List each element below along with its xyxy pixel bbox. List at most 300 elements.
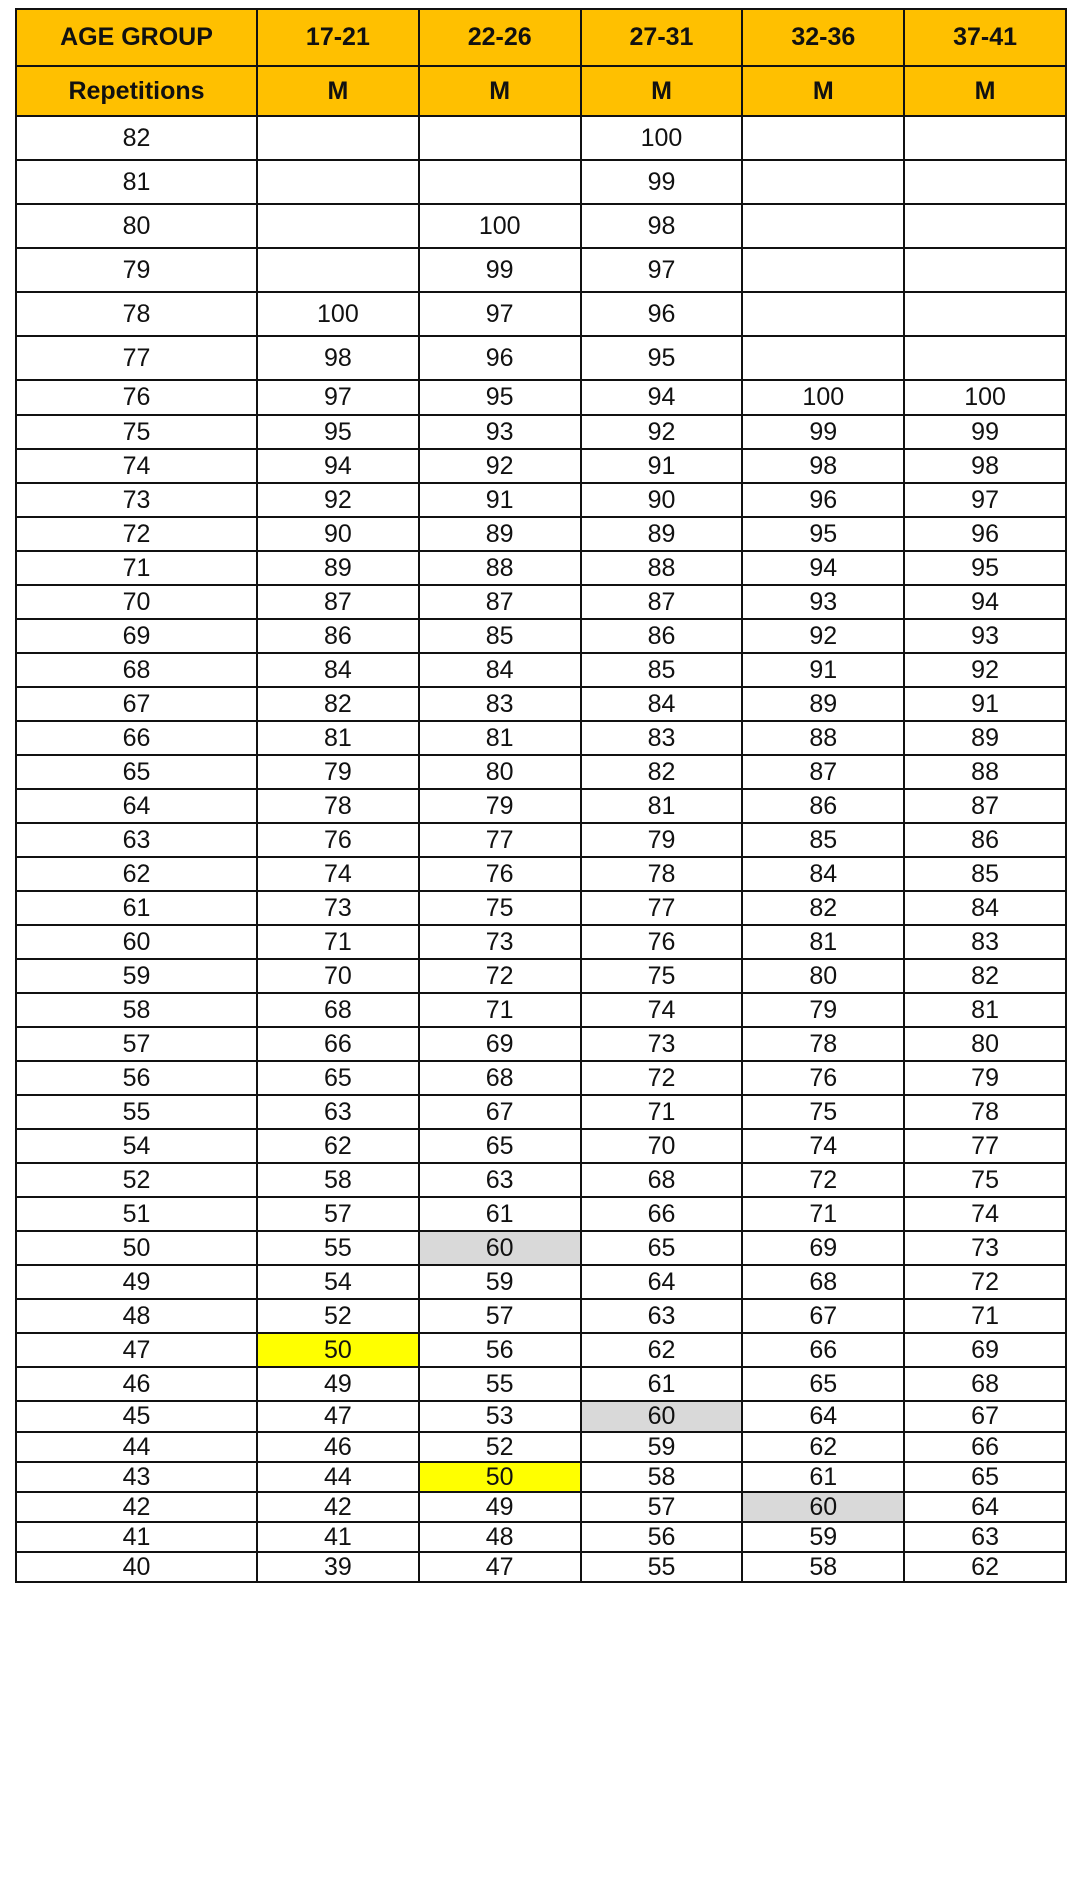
repetitions-cell: 64 (16, 789, 257, 823)
score-cell: 60 (419, 1231, 581, 1265)
table-row (16, 1367, 1066, 1401)
score-cell: 69 (419, 1027, 581, 1061)
score-cell: 84 (419, 653, 581, 687)
score-cell: 48 (419, 1522, 581, 1552)
table-header (16, 9, 1066, 116)
score-cell: 92 (742, 619, 904, 653)
repetitions-cell: 49 (16, 1265, 257, 1299)
score-cell: 89 (904, 721, 1066, 755)
score-cell: 65 (419, 1129, 581, 1163)
score-cell: 100 (904, 380, 1066, 415)
score-cell (257, 160, 419, 204)
repetitions-cell: 81 (16, 160, 257, 204)
score-cell: 87 (742, 755, 904, 789)
score-cell: 90 (257, 517, 419, 551)
table-row (16, 517, 1066, 551)
score-cell: 60 (581, 1401, 743, 1432)
score-cell: 87 (419, 585, 581, 619)
score-cell: 88 (904, 755, 1066, 789)
score-cell: 80 (904, 1027, 1066, 1061)
score-cell: 98 (904, 449, 1066, 483)
table-row (16, 1129, 1066, 1163)
score-cell (904, 160, 1066, 204)
score-cell: 85 (419, 619, 581, 653)
repetitions-cell: 74 (16, 449, 257, 483)
score-cell: 53 (419, 1401, 581, 1432)
score-cell (257, 248, 419, 292)
table-row (16, 551, 1066, 585)
gender-label: M (904, 66, 1066, 116)
score-cell: 79 (904, 1061, 1066, 1095)
score-cell: 58 (742, 1552, 904, 1582)
repetitions-cell: 42 (16, 1492, 257, 1522)
table-row (16, 1299, 1066, 1333)
score-cell: 84 (904, 891, 1066, 925)
repetitions-cell: 47 (16, 1333, 257, 1367)
score-cell: 57 (257, 1197, 419, 1231)
score-cell: 97 (257, 380, 419, 415)
repetitions-cell: 72 (16, 517, 257, 551)
score-cell (742, 336, 904, 380)
score-cell: 69 (904, 1333, 1066, 1367)
score-cell: 68 (742, 1265, 904, 1299)
score-cell: 96 (742, 483, 904, 517)
score-cell: 72 (419, 959, 581, 993)
score-cell: 77 (581, 891, 743, 925)
table-row (16, 248, 1066, 292)
score-cell: 91 (419, 483, 581, 517)
score-cell: 100 (742, 380, 904, 415)
score-cell (742, 204, 904, 248)
score-cell (257, 204, 419, 248)
score-cell: 84 (742, 857, 904, 891)
score-cell (904, 116, 1066, 160)
score-cell: 82 (581, 755, 743, 789)
score-cell: 71 (257, 925, 419, 959)
score-cell: 96 (581, 292, 743, 336)
score-cell: 93 (742, 585, 904, 619)
score-cell: 67 (904, 1401, 1066, 1432)
age-group-22-26: 22-26 (419, 9, 581, 66)
score-cell: 76 (742, 1061, 904, 1095)
repetitions-cell: 67 (16, 687, 257, 721)
score-cell (904, 292, 1066, 336)
table-row (16, 483, 1066, 517)
score-cell: 68 (419, 1061, 581, 1095)
table-row (16, 1492, 1066, 1522)
score-cell: 95 (257, 415, 419, 449)
score-cell: 91 (581, 449, 743, 483)
score-cell: 42 (257, 1492, 419, 1522)
score-cell (742, 292, 904, 336)
score-cell: 64 (742, 1401, 904, 1432)
repetitions-cell: 66 (16, 721, 257, 755)
score-cell: 80 (742, 959, 904, 993)
score-cell: 99 (742, 415, 904, 449)
score-cell: 92 (581, 415, 743, 449)
score-cell: 79 (742, 993, 904, 1027)
score-cell: 88 (419, 551, 581, 585)
repetitions-cell: 68 (16, 653, 257, 687)
score-cell: 49 (419, 1492, 581, 1522)
repetitions-cell: 40 (16, 1552, 257, 1582)
score-cell: 97 (904, 483, 1066, 517)
score-cell: 39 (257, 1552, 419, 1582)
score-cell: 93 (419, 415, 581, 449)
score-cell: 86 (257, 619, 419, 653)
repetitions-cell: 51 (16, 1197, 257, 1231)
score-cell: 61 (581, 1367, 743, 1401)
score-cell: 67 (742, 1299, 904, 1333)
score-cell: 87 (257, 585, 419, 619)
repetitions-cell: 41 (16, 1522, 257, 1552)
score-cell: 44 (257, 1462, 419, 1492)
table-row (16, 891, 1066, 925)
score-cell: 95 (419, 380, 581, 415)
score-cell: 58 (257, 1163, 419, 1197)
score-cell: 97 (419, 292, 581, 336)
score-cell: 90 (581, 483, 743, 517)
score-cell (257, 116, 419, 160)
repetitions-label: Repetitions (16, 66, 257, 116)
repetitions-cell: 48 (16, 1299, 257, 1333)
score-cell: 66 (742, 1333, 904, 1367)
score-cell: 89 (742, 687, 904, 721)
table-row (16, 160, 1066, 204)
repetitions-cell: 70 (16, 585, 257, 619)
table-row (16, 1522, 1066, 1552)
score-cell: 68 (581, 1163, 743, 1197)
score-cell: 92 (904, 653, 1066, 687)
score-cell: 78 (257, 789, 419, 823)
score-cell: 72 (904, 1265, 1066, 1299)
score-cell: 73 (904, 1231, 1066, 1265)
score-cell: 91 (904, 687, 1066, 721)
score-cell: 71 (904, 1299, 1066, 1333)
score-cell: 92 (257, 483, 419, 517)
score-cell: 56 (419, 1333, 581, 1367)
score-cell: 94 (742, 551, 904, 585)
gender-label: M (742, 66, 904, 116)
score-cell: 89 (419, 517, 581, 551)
score-cell: 72 (581, 1061, 743, 1095)
score-cell: 95 (742, 517, 904, 551)
repetitions-cell: 55 (16, 1095, 257, 1129)
age-group-32-36: 32-36 (742, 9, 904, 66)
score-cell: 98 (257, 336, 419, 380)
repetitions-cell: 50 (16, 1231, 257, 1265)
repetitions-cell: 43 (16, 1462, 257, 1492)
score-cell: 100 (581, 116, 743, 160)
score-cell: 49 (257, 1367, 419, 1401)
score-cell: 75 (419, 891, 581, 925)
table-body (16, 116, 1066, 1582)
score-cell: 65 (742, 1367, 904, 1401)
score-cell: 55 (257, 1231, 419, 1265)
score-cell: 62 (581, 1333, 743, 1367)
score-cell: 86 (904, 823, 1066, 857)
score-cell: 55 (419, 1367, 581, 1401)
score-cell: 63 (904, 1522, 1066, 1552)
age-group-27-31: 27-31 (581, 9, 743, 66)
repetitions-cell: 56 (16, 1061, 257, 1095)
score-cell: 60 (742, 1492, 904, 1522)
score-cell: 88 (742, 721, 904, 755)
score-cell: 97 (581, 248, 743, 292)
score-cell: 41 (257, 1522, 419, 1552)
age-group-37-41: 37-41 (904, 9, 1066, 66)
score-cell: 87 (904, 789, 1066, 823)
score-cell: 93 (904, 619, 1066, 653)
score-cell (904, 248, 1066, 292)
repetitions-cell: 79 (16, 248, 257, 292)
score-cell: 57 (581, 1492, 743, 1522)
score-cell: 67 (419, 1095, 581, 1129)
score-cell: 86 (742, 789, 904, 823)
age-group-label: AGE GROUP (16, 9, 257, 66)
table-row (16, 1027, 1066, 1061)
repetitions-cell: 69 (16, 619, 257, 653)
repetitions-cell: 71 (16, 551, 257, 585)
score-cell: 81 (257, 721, 419, 755)
score-cell: 71 (742, 1197, 904, 1231)
table-row (16, 336, 1066, 380)
score-cell: 72 (742, 1163, 904, 1197)
score-cell: 87 (581, 585, 743, 619)
table-row (16, 857, 1066, 891)
score-table (15, 8, 1067, 1583)
score-cell: 85 (581, 653, 743, 687)
score-cell: 96 (904, 517, 1066, 551)
age-group-17-21: 17-21 (257, 9, 419, 66)
score-cell: 100 (257, 292, 419, 336)
repetitions-cell: 77 (16, 336, 257, 380)
table-row (16, 755, 1066, 789)
repetitions-cell: 57 (16, 1027, 257, 1061)
repetitions-cell: 46 (16, 1367, 257, 1401)
score-cell: 94 (904, 585, 1066, 619)
table-row (16, 993, 1066, 1027)
score-cell: 65 (581, 1231, 743, 1265)
score-cell: 73 (419, 925, 581, 959)
score-cell: 82 (904, 959, 1066, 993)
score-cell: 59 (581, 1432, 743, 1462)
score-cell: 85 (742, 823, 904, 857)
table-row (16, 1095, 1066, 1129)
score-cell: 98 (742, 449, 904, 483)
score-cell: 74 (904, 1197, 1066, 1231)
score-cell (904, 336, 1066, 380)
repetitions-cell: 52 (16, 1163, 257, 1197)
score-cell: 63 (581, 1299, 743, 1333)
score-cell: 69 (742, 1231, 904, 1265)
score-cell: 61 (419, 1197, 581, 1231)
score-cell: 99 (581, 160, 743, 204)
score-cell: 57 (419, 1299, 581, 1333)
score-cell: 99 (904, 415, 1066, 449)
table-row (16, 415, 1066, 449)
table-row (16, 721, 1066, 755)
score-cell: 83 (904, 925, 1066, 959)
table-row (16, 380, 1066, 415)
score-cell: 78 (581, 857, 743, 891)
score-cell: 63 (257, 1095, 419, 1129)
table-row (16, 1552, 1066, 1582)
score-cell: 78 (904, 1095, 1066, 1129)
score-cell: 58 (581, 1462, 743, 1492)
score-cell: 71 (581, 1095, 743, 1129)
score-cell: 75 (904, 1163, 1066, 1197)
score-cell: 46 (257, 1432, 419, 1462)
score-cell: 75 (581, 959, 743, 993)
score-cell: 84 (257, 653, 419, 687)
score-cell: 81 (904, 993, 1066, 1027)
score-cell (742, 116, 904, 160)
table-row (16, 585, 1066, 619)
score-cell: 76 (581, 925, 743, 959)
table-row (16, 789, 1066, 823)
table-row (16, 116, 1066, 160)
table-row (16, 959, 1066, 993)
score-cell: 47 (419, 1552, 581, 1582)
repetitions-cell: 65 (16, 755, 257, 789)
repetitions-row (16, 66, 1066, 116)
score-cell: 76 (257, 823, 419, 857)
score-cell: 79 (581, 823, 743, 857)
table-row (16, 204, 1066, 248)
repetitions-cell: 62 (16, 857, 257, 891)
score-cell: 56 (581, 1522, 743, 1552)
table-row (16, 687, 1066, 721)
score-cell: 89 (257, 551, 419, 585)
score-cell: 79 (257, 755, 419, 789)
score-cell: 92 (419, 449, 581, 483)
repetitions-cell: 78 (16, 292, 257, 336)
score-cell: 74 (257, 857, 419, 891)
repetitions-cell: 44 (16, 1432, 257, 1462)
score-cell: 50 (419, 1462, 581, 1492)
score-cell: 68 (904, 1367, 1066, 1401)
score-cell: 54 (257, 1265, 419, 1299)
score-cell: 61 (742, 1462, 904, 1492)
score-cell: 100 (419, 204, 581, 248)
score-cell: 50 (257, 1333, 419, 1367)
table-row (16, 1231, 1066, 1265)
score-cell: 55 (581, 1552, 743, 1582)
score-cell: 65 (904, 1462, 1066, 1492)
score-cell: 79 (419, 789, 581, 823)
score-cell: 59 (742, 1522, 904, 1552)
table-row (16, 1432, 1066, 1462)
score-cell: 98 (581, 204, 743, 248)
repetitions-cell: 82 (16, 116, 257, 160)
score-cell: 62 (904, 1552, 1066, 1582)
table-row (16, 1462, 1066, 1492)
score-cell: 71 (419, 993, 581, 1027)
score-cell: 66 (581, 1197, 743, 1231)
table-row (16, 292, 1066, 336)
table-row (16, 925, 1066, 959)
table-row (16, 653, 1066, 687)
repetitions-cell: 45 (16, 1401, 257, 1432)
table-row (16, 449, 1066, 483)
score-cell: 95 (904, 551, 1066, 585)
age-group-row (16, 9, 1066, 66)
score-cell: 75 (742, 1095, 904, 1129)
repetitions-cell: 54 (16, 1129, 257, 1163)
score-cell: 74 (581, 993, 743, 1027)
table-row (16, 823, 1066, 857)
score-cell: 52 (257, 1299, 419, 1333)
repetitions-cell: 63 (16, 823, 257, 857)
score-cell: 82 (742, 891, 904, 925)
table-row (16, 1197, 1066, 1231)
score-cell: 99 (419, 248, 581, 292)
score-cell: 95 (581, 336, 743, 380)
score-cell: 64 (904, 1492, 1066, 1522)
score-cell: 84 (581, 687, 743, 721)
score-cell: 89 (581, 517, 743, 551)
score-cell: 80 (419, 755, 581, 789)
table-row (16, 1401, 1066, 1432)
score-cell (742, 248, 904, 292)
gender-label: M (581, 66, 743, 116)
score-cell: 70 (257, 959, 419, 993)
score-cell: 77 (904, 1129, 1066, 1163)
score-cell: 76 (419, 857, 581, 891)
score-cell: 63 (419, 1163, 581, 1197)
score-cell: 68 (257, 993, 419, 1027)
repetitions-cell: 75 (16, 415, 257, 449)
repetitions-cell: 80 (16, 204, 257, 248)
score-cell: 88 (581, 551, 743, 585)
score-cell: 91 (742, 653, 904, 687)
score-cell: 86 (581, 619, 743, 653)
score-cell: 94 (257, 449, 419, 483)
score-cell: 59 (419, 1265, 581, 1299)
score-cell: 74 (742, 1129, 904, 1163)
repetitions-cell: 61 (16, 891, 257, 925)
repetitions-cell: 76 (16, 380, 257, 415)
score-cell: 85 (904, 857, 1066, 891)
score-cell: 96 (419, 336, 581, 380)
table-row (16, 1061, 1066, 1095)
score-cell (742, 160, 904, 204)
table-row (16, 1163, 1066, 1197)
score-cell: 78 (742, 1027, 904, 1061)
score-cell: 77 (419, 823, 581, 857)
gender-label: M (257, 66, 419, 116)
score-cell: 73 (581, 1027, 743, 1061)
score-cell: 65 (257, 1061, 419, 1095)
score-cell (419, 160, 581, 204)
table-row (16, 1333, 1066, 1367)
score-cell: 82 (257, 687, 419, 721)
score-cell (904, 204, 1066, 248)
score-cell: 83 (419, 687, 581, 721)
score-cell: 81 (742, 925, 904, 959)
repetitions-cell: 59 (16, 959, 257, 993)
repetitions-cell: 58 (16, 993, 257, 1027)
score-cell: 94 (581, 380, 743, 415)
score-cell: 70 (581, 1129, 743, 1163)
score-cell: 81 (419, 721, 581, 755)
repetitions-cell: 60 (16, 925, 257, 959)
table-row (16, 1265, 1066, 1299)
score-cell: 81 (581, 789, 743, 823)
score-cell: 73 (257, 891, 419, 925)
score-cell: 66 (257, 1027, 419, 1061)
